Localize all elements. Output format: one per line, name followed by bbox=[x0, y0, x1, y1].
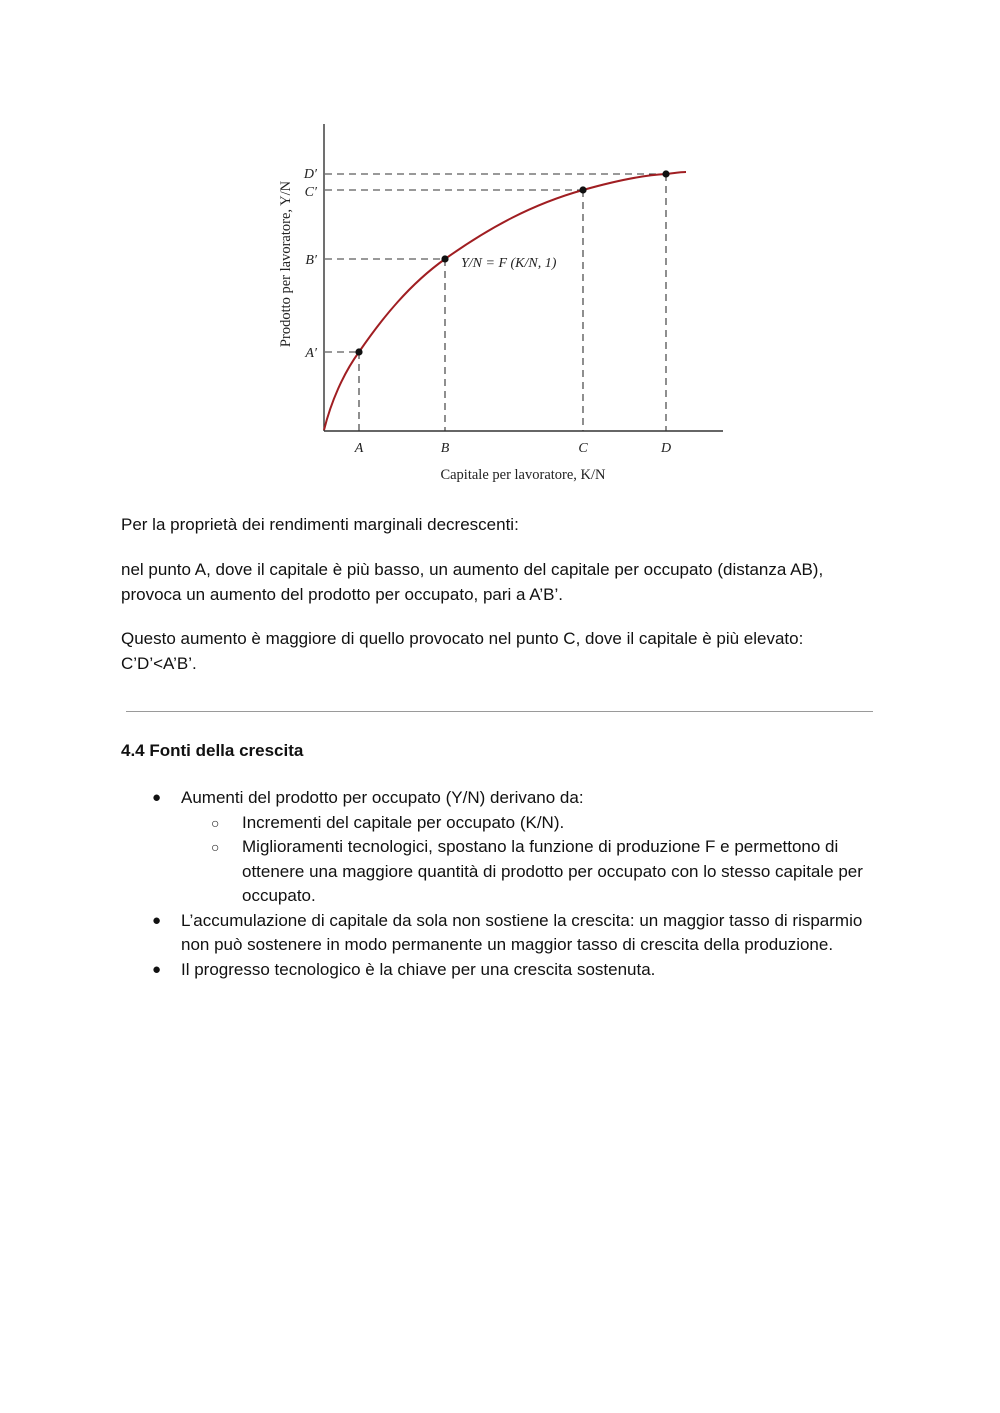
horizontal-divider bbox=[126, 711, 873, 712]
list-item-text: Aumenti del prodotto per occupato (Y/N) derivano da: bbox=[181, 788, 584, 807]
sub-list-item bbox=[0, 835, 882, 909]
production-function-figure bbox=[265, 112, 735, 490]
guide-lines bbox=[325, 174, 666, 431]
x-axis-label: Capitale per lavoratore, K/N bbox=[440, 467, 606, 483]
bullet-icon: ● bbox=[152, 960, 162, 978]
y-tick-b: B′ bbox=[305, 253, 317, 268]
list-item-text: Il progresso tecnologico è la chiave per una crescita sostenuta. bbox=[181, 959, 656, 979]
sub-bullet-icon: ○ bbox=[211, 814, 220, 831]
sub-bullet-icon: ○ bbox=[211, 839, 220, 855]
y-tick-a: A′ bbox=[305, 346, 317, 361]
production-function-chart bbox=[265, 112, 735, 490]
paragraph-comparison: Questo aumento è maggiore di quello provocato nel punto C, dove il capitale è più elevato: C’D’<A’B’. bbox=[121, 629, 804, 673]
sub-list-item bbox=[0, 811, 882, 836]
sub-list-item-text: Miglioramenti tecnologici, spostano la funzione di produzione F e permettono di ottenere una maggiore quantità di prodotto per occupato con lo stesso capitale per occupato. bbox=[242, 837, 863, 905]
y-tick-c: C′ bbox=[304, 185, 317, 200]
list-item bbox=[0, 786, 881, 811]
list-item-text: L’accumulazione di capitale da sola non sostiene la crescita: un maggior tasso di risparmio non può sostenere in modo permanente un maggior tasso di crescita della produzione. bbox=[181, 910, 863, 954]
production-curve bbox=[324, 172, 686, 430]
point-d bbox=[662, 170, 669, 177]
x-tick-c: C bbox=[578, 441, 588, 456]
bullet-icon: ● bbox=[152, 789, 162, 806]
y-tick-d: D′ bbox=[303, 167, 317, 182]
curve-label: Y/N = F (K/N, 1) bbox=[461, 256, 557, 271]
list-item bbox=[0, 958, 881, 983]
x-tick-d: D bbox=[660, 441, 672, 456]
list-item bbox=[0, 909, 881, 958]
bullet-icon: ● bbox=[152, 911, 162, 929]
point-b bbox=[441, 255, 448, 262]
section-heading: 4.4 Fonti della crescita bbox=[121, 741, 304, 760]
paragraph-intro: Per la proprietà dei rendimenti marginali decrescenti: bbox=[121, 515, 519, 534]
x-tick-b: B bbox=[440, 441, 450, 456]
y-axis-label: Prodotto per lavoratore, Y/N bbox=[278, 180, 294, 348]
point-a bbox=[355, 348, 362, 355]
x-tick-a: A bbox=[354, 441, 364, 456]
bullet-list bbox=[0, 786, 1000, 982]
point-c bbox=[579, 186, 586, 193]
paragraph-point-a: nel punto A, dove il capitale è più basso, un aumento del capitale per occupato (distanza AB), provoca un aumento del prodotto per occupato, pari a A’B’. bbox=[121, 560, 824, 604]
sub-list-item-text: Incrementi del capitale per occupato (K/N). bbox=[242, 812, 565, 832]
